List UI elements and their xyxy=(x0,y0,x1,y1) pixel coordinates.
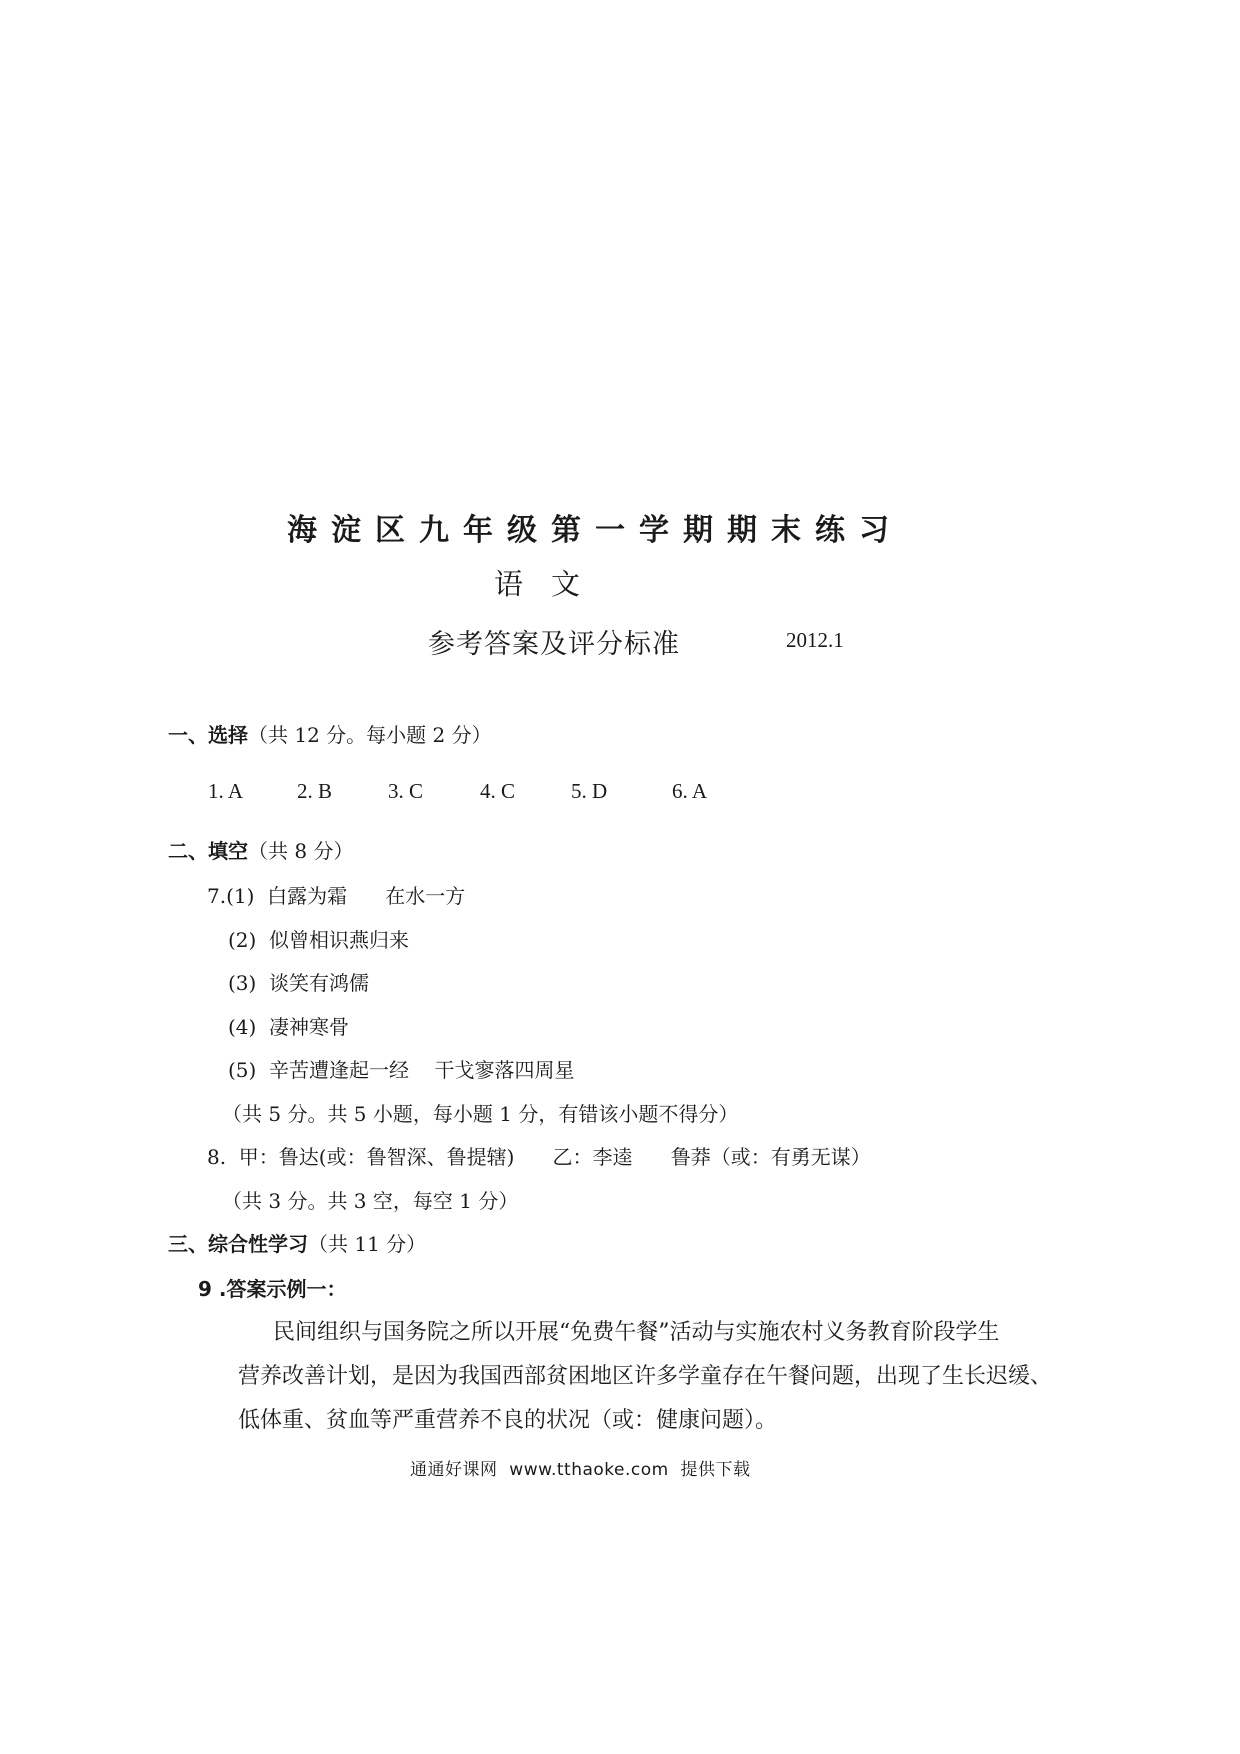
q7-item-4: (4) 凄神寒骨 xyxy=(228,1015,350,1039)
subject-title: 语文 xyxy=(494,567,609,601)
q7-item-2: (2) 似曾相识燕归来 xyxy=(228,928,410,952)
mc-answer: 1. A xyxy=(208,779,244,803)
mc-answer: 5. D xyxy=(571,779,608,803)
section-1-header xyxy=(168,719,492,748)
q7-scoring: （共 5 分。共 5 小题，每小题 1 分，有错该小题不得分） xyxy=(222,1102,739,1126)
q9-label xyxy=(198,1273,346,1302)
q8-answer: 8. 甲：鲁达(或：鲁智深、鲁提辖) 乙：李逵 鲁莽（或：有勇无谋） xyxy=(207,1145,871,1169)
q8-scoring: （共 3 分。共 3 空，每空 1 分） xyxy=(222,1189,519,1213)
mc-answer: 2. B xyxy=(297,779,333,803)
answer-paragraph-line: 营养改善计划，是因为我国西部贫困地区许多学童存在午餐问题，出现了生长迟缓、 xyxy=(238,1364,1053,1389)
q7-item-5: (5) 辛苦遭逢起一经 干戈寥落四周星 xyxy=(228,1058,575,1082)
answer-paragraph-line: 民间组织与国务院之所以开展“免费午餐”活动与实施农村义务教育阶段学生 xyxy=(273,1320,1000,1345)
section-2-note: （共 8 分） xyxy=(248,839,354,863)
answer-paragraph-line: 低体重、贫血等严重营养不良的状况（或：健康问题）。 xyxy=(238,1408,778,1433)
q7-item-3: (3) 谈笑有鸿儒 xyxy=(228,971,370,995)
document-title: 海淀区九年级第一学期期末练习 xyxy=(287,513,903,548)
q7-item-1: 7.(1) 白露为霜 在水一方 xyxy=(207,884,466,908)
exam-date: 2012.1 xyxy=(786,628,844,652)
footer-download-note: 通通好课网 www.tthaoke.com 提供下载 xyxy=(410,1460,751,1480)
section-2-header xyxy=(168,835,353,864)
q9-label-text: 9 .答案示例一： xyxy=(198,1277,347,1301)
section-2-heading: 二、填空 xyxy=(168,839,248,863)
answer-key-subtitle: 参考答案及评分标准 xyxy=(428,629,680,660)
section-3-heading: 三、综合性学习 xyxy=(168,1232,308,1256)
section-1-heading: 一、选择 xyxy=(168,723,248,747)
mc-answer: 4. C xyxy=(480,779,516,803)
section-1-note: （共 12 分。每小题 2 分） xyxy=(248,723,492,747)
mc-answer: 6. A xyxy=(672,779,708,803)
section-3-note: （共 11 分） xyxy=(308,1232,427,1256)
section-3-header xyxy=(168,1228,426,1257)
mc-answer: 3. C xyxy=(388,779,424,803)
